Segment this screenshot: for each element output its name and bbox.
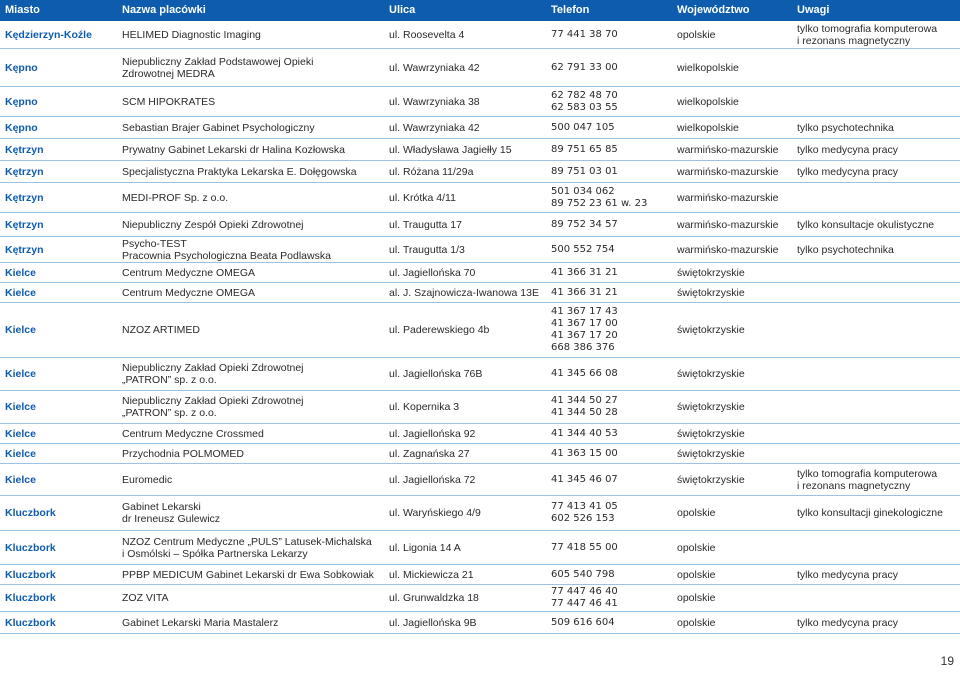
cell-line: ul. Traugutta 1/3 xyxy=(389,243,465,256)
cell-voivodeship xyxy=(677,21,792,48)
cell-notes xyxy=(797,237,957,262)
cell-notes xyxy=(797,565,957,584)
cell-street xyxy=(389,464,544,495)
cell-line: Kępno xyxy=(5,121,38,134)
cell-voivodeship xyxy=(677,444,792,463)
table-row xyxy=(0,531,960,565)
cell-line: ul. Wawrzyniaka 38 xyxy=(389,95,480,108)
table-row xyxy=(0,424,960,444)
header-city: Miasto xyxy=(5,4,40,16)
cell-street xyxy=(389,21,544,48)
cell-city xyxy=(5,213,115,236)
cell-line: 41 366 31 21 xyxy=(551,266,618,278)
cell-line: ul. Jagiellońska 70 xyxy=(389,266,476,279)
cell-phones xyxy=(551,565,671,584)
cell-city xyxy=(5,237,115,262)
cell-street xyxy=(389,391,544,423)
cell-phones xyxy=(551,391,671,423)
cell-line: HELIMED Diagnostic Imaging xyxy=(122,28,261,41)
cell-line: Kętrzyn xyxy=(5,143,44,156)
cell-line: świętokrzyskie xyxy=(677,368,745,380)
cell-line: ul. Waryńskiego 4/9 xyxy=(389,507,481,519)
cell-city xyxy=(5,496,115,530)
cell-line: Kluczbork xyxy=(5,541,56,554)
cell-line: 509 616 604 xyxy=(551,616,615,628)
cell-notes xyxy=(797,303,957,357)
cell-line: Kluczbork xyxy=(5,568,56,581)
cell-line: MEDI-PROF Sp. z o.o. xyxy=(122,191,229,204)
cell-line: ul. Grunwaldzka 18 xyxy=(389,592,479,604)
cell-line: 77 447 46 40 xyxy=(551,586,618,597)
cell-street xyxy=(389,237,544,262)
cell-street xyxy=(389,263,544,282)
cell-line: Kluczbork xyxy=(5,616,56,629)
cell-name xyxy=(122,87,382,116)
cell-line: 41 367 17 43 xyxy=(551,306,618,317)
cell-line: świętokrzyskie xyxy=(677,401,745,413)
cell-line: 62 791 33 00 xyxy=(551,61,618,73)
table-row xyxy=(0,161,960,183)
cell-city xyxy=(5,424,115,443)
cell-street xyxy=(389,117,544,138)
cell-notes xyxy=(797,117,957,138)
cell-name xyxy=(122,49,382,86)
cell-line: opolskie xyxy=(677,568,716,581)
cell-name xyxy=(122,183,382,212)
cell-voivodeship xyxy=(677,183,792,212)
cell-street xyxy=(389,183,544,212)
cell-line: 41 345 46 07 xyxy=(551,473,618,485)
cell-name xyxy=(122,21,382,48)
cell-line: Kielce xyxy=(5,401,36,413)
cell-city xyxy=(5,161,115,182)
table-row xyxy=(0,585,960,612)
cell-line: ul. Wawrzyniaka 42 xyxy=(389,61,480,74)
cell-city xyxy=(5,585,115,611)
cell-line: Specjalistyczna Praktyka Lekarska E. Dołęgowska xyxy=(122,165,357,178)
cell-notes xyxy=(797,139,957,160)
cell-name xyxy=(122,358,382,390)
header-phone: Telefon xyxy=(551,4,590,16)
cell-street xyxy=(389,424,544,443)
cell-line: 89 751 65 85 xyxy=(551,143,618,155)
cell-name xyxy=(122,283,382,302)
cell-name xyxy=(122,391,382,423)
cell-street xyxy=(389,565,544,584)
cell-line: 41 366 31 21 xyxy=(551,286,618,298)
cell-line: 41 345 66 08 xyxy=(551,368,618,379)
cell-street xyxy=(389,87,544,116)
cell-voivodeship xyxy=(677,358,792,390)
cell-name xyxy=(122,237,382,262)
cell-phones xyxy=(551,283,671,302)
cell-phones xyxy=(551,49,671,86)
cell-phones xyxy=(551,161,671,182)
table-row xyxy=(0,183,960,213)
cell-line: ul. Jagiellońska 92 xyxy=(389,427,476,440)
cell-name xyxy=(122,464,382,495)
cell-voivodeship xyxy=(677,565,792,584)
cell-line: NZOZ ARTIMED xyxy=(122,324,200,336)
cell-line: Kętrzyn xyxy=(5,243,44,256)
cell-phones xyxy=(551,87,671,116)
cell-line: ul. Roosevelta 4 xyxy=(389,28,465,41)
cell-line: ul. Jagiellońska 76B xyxy=(389,368,483,380)
cell-phones xyxy=(551,117,671,138)
cell-line: ul. Mickiewicza 21 xyxy=(389,568,474,581)
cell-line: 89 752 34 57 xyxy=(551,218,618,230)
cell-line: 77 447 46 41 xyxy=(551,598,618,609)
cell-line: ul. Ligonia 14 A xyxy=(389,541,461,554)
cell-line: ul. Władysława Jagiełły 15 xyxy=(389,143,512,156)
cell-line: al. J. Szajnowicza-Iwanowa 13E xyxy=(389,286,539,299)
cell-line: warmińsko-mazurskie xyxy=(677,243,779,256)
cell-line: świętokrzyskie xyxy=(677,447,745,460)
cell-line: tylko konsultacje okulistyczne xyxy=(797,218,935,231)
table-row xyxy=(0,496,960,531)
cell-line: i rezonans magnetyczny xyxy=(797,34,911,47)
cell-name xyxy=(122,213,382,236)
cell-line: Kielce xyxy=(5,286,36,299)
cell-city xyxy=(5,283,115,302)
cell-notes xyxy=(797,391,957,423)
cell-notes xyxy=(797,263,957,282)
table-row xyxy=(0,303,960,358)
cell-line: opolskie xyxy=(677,592,716,604)
cell-city xyxy=(5,612,115,633)
cell-voivodeship xyxy=(677,531,792,564)
table-row xyxy=(0,565,960,585)
cell-line: Kielce xyxy=(5,447,36,460)
cell-line: Kielce xyxy=(5,368,36,380)
cell-street xyxy=(389,139,544,160)
cell-street xyxy=(389,49,544,86)
cell-line: opolskie xyxy=(677,541,716,554)
cell-phones xyxy=(551,531,671,564)
cell-voivodeship xyxy=(677,117,792,138)
cell-line: Niepubliczny Zespół Opieki Zdrowotnej xyxy=(122,218,304,231)
cell-line: warmińsko-mazurskie xyxy=(677,165,779,178)
cell-notes xyxy=(797,213,957,236)
cell-name xyxy=(122,585,382,611)
cell-line: tylko psychotechnika xyxy=(797,121,894,134)
cell-name xyxy=(122,444,382,463)
cell-line: 77 413 41 05 xyxy=(551,501,618,512)
table-row xyxy=(0,139,960,161)
cell-line: i Osmólski – Spółka Partnerska Lekarzy xyxy=(122,547,308,560)
cell-notes xyxy=(797,283,957,302)
cell-line: ul. Krótka 4/11 xyxy=(389,191,456,204)
table-header xyxy=(0,0,960,21)
table-row xyxy=(0,283,960,303)
cell-line: Kętrzyn xyxy=(5,218,44,231)
cell-name xyxy=(122,263,382,282)
table-row xyxy=(0,263,960,283)
cell-line: Psycho-TEST xyxy=(122,237,187,250)
cell-notes xyxy=(797,464,957,495)
cell-voivodeship xyxy=(677,585,792,611)
cell-street xyxy=(389,283,544,302)
cell-voivodeship xyxy=(677,464,792,495)
cell-line: Niepubliczny Zakład Podstawowej Opieki xyxy=(122,55,314,68)
cell-phones xyxy=(551,496,671,530)
cell-phones xyxy=(551,21,671,48)
cell-city xyxy=(5,358,115,390)
cell-line: ul. Kopernika 3 xyxy=(389,401,460,413)
cell-street xyxy=(389,444,544,463)
cell-city xyxy=(5,303,115,357)
cell-line: 605 540 798 xyxy=(551,568,615,580)
cell-city xyxy=(5,183,115,212)
cell-line: Centrum Medyczne OMEGA xyxy=(122,266,256,279)
cell-voivodeship xyxy=(677,303,792,357)
cell-city xyxy=(5,117,115,138)
cell-notes xyxy=(797,585,957,611)
cell-street xyxy=(389,531,544,564)
cell-name xyxy=(122,565,382,584)
cell-line: 89 752 23 61 w. 23 xyxy=(551,197,648,209)
cell-line: Kępno xyxy=(5,95,38,108)
header-voivodeship: Województwo xyxy=(677,4,750,16)
cell-line: Niepubliczny Zakład Opieki Zdrowotnej xyxy=(122,395,304,407)
cell-line: Euromedic xyxy=(122,473,173,486)
cell-line: tylko medycyna pracy xyxy=(797,143,898,156)
cell-line: Kielce xyxy=(5,427,36,440)
cell-line: 77 441 38 70 xyxy=(551,28,618,40)
cell-line: wielkopolskie xyxy=(677,121,739,134)
cell-line: „PATRON” sp. z o.o. xyxy=(122,407,217,419)
cell-line: tylko medycyna pracy xyxy=(797,568,898,581)
cell-line: „PATRON” sp. z o.o. xyxy=(122,374,217,386)
cell-line: 41 344 50 27 xyxy=(551,395,618,406)
cell-line: ZOZ VITA xyxy=(122,592,169,604)
cell-line: warmińsko-mazurskie xyxy=(677,218,779,231)
cell-line: ul. Paderewskiego 4b xyxy=(389,324,490,336)
cell-notes xyxy=(797,21,957,48)
cell-line: 89 751 03 01 xyxy=(551,165,618,177)
cell-line: ul. Zagnańska 27 xyxy=(389,447,470,460)
cell-line: ul. Wawrzyniaka 42 xyxy=(389,121,480,134)
cell-notes xyxy=(797,496,957,530)
cell-street xyxy=(389,303,544,357)
cell-line: warmińsko-mazurskie xyxy=(677,191,779,204)
cell-line: Sebastian Brajer Gabinet Psychologiczny xyxy=(122,121,315,134)
header-name: Nazwa placówki xyxy=(122,4,206,16)
cell-phones xyxy=(551,424,671,443)
cell-line: 668 386 376 xyxy=(551,342,615,353)
table-row xyxy=(0,391,960,424)
cell-line: ul. Jagiellońska 9B xyxy=(389,616,477,629)
cell-city xyxy=(5,444,115,463)
cell-name xyxy=(122,117,382,138)
cell-line: 41 367 17 20 xyxy=(551,330,618,341)
cell-phones xyxy=(551,183,671,212)
cell-street xyxy=(389,585,544,611)
cell-voivodeship xyxy=(677,496,792,530)
cell-line: wielkopolskie xyxy=(677,95,739,108)
cell-line: Gabinet Lekarski Maria Mastalerz xyxy=(122,616,279,629)
table-row xyxy=(0,358,960,391)
cell-line: Centrum Medyczne Crossmed xyxy=(122,427,264,440)
cell-voivodeship xyxy=(677,391,792,423)
cell-line: Zdrowotnej MEDRA xyxy=(122,67,215,80)
cell-city xyxy=(5,531,115,564)
cell-line: świętokrzyskie xyxy=(677,324,745,336)
cell-notes xyxy=(797,531,957,564)
cell-line: 500 047 105 xyxy=(551,121,615,133)
cell-street xyxy=(389,213,544,236)
cell-line: 602 526 153 xyxy=(551,513,615,524)
cell-line: tylko medycyna pracy xyxy=(797,165,898,178)
cell-voivodeship xyxy=(677,213,792,236)
cell-line: świętokrzyskie xyxy=(677,286,745,299)
cell-line: opolskie xyxy=(677,507,716,519)
cell-line: Gabinet Lekarski xyxy=(122,501,201,513)
cell-line: SCM HIPOKRATES xyxy=(122,95,216,108)
cell-street xyxy=(389,161,544,182)
cell-line: 41 344 50 28 xyxy=(551,407,618,418)
table-row xyxy=(0,49,960,87)
cell-line: 77 418 55 00 xyxy=(551,541,618,553)
cell-city xyxy=(5,139,115,160)
cell-line: tylko tomografia komputerowa xyxy=(797,22,938,35)
cell-street xyxy=(389,496,544,530)
cell-phones xyxy=(551,303,671,357)
cell-phones xyxy=(551,358,671,390)
cell-voivodeship xyxy=(677,263,792,282)
cell-line: Kluczbork xyxy=(5,592,56,604)
table-row xyxy=(0,117,960,139)
cell-line: świętokrzyskie xyxy=(677,266,745,279)
cell-line: Prywatny Gabinet Lekarski dr Halina Kozłowska xyxy=(122,143,345,156)
cell-voivodeship xyxy=(677,237,792,262)
cell-line: tylko tomografia komputerowa xyxy=(797,467,938,480)
cell-name xyxy=(122,303,382,357)
table-row xyxy=(0,237,960,263)
cell-line: tylko psychotechnika xyxy=(797,243,894,256)
cell-voivodeship xyxy=(677,424,792,443)
cell-line: 41 344 40 53 xyxy=(551,427,618,439)
cell-line: Kielce xyxy=(5,473,36,486)
cell-line: Kętrzyn xyxy=(5,191,44,204)
cell-line: NZOZ Centrum Medyczne „PULS” Latusek-Michalska xyxy=(122,535,372,548)
table-row xyxy=(0,444,960,464)
cell-line: PPBP MEDICUM Gabinet Lekarski dr Ewa Sobkowiak xyxy=(122,568,374,581)
table-row xyxy=(0,21,960,49)
cell-line: opolskie xyxy=(677,616,716,629)
cell-city xyxy=(5,87,115,116)
cell-street xyxy=(389,358,544,390)
cell-line: warmińsko-mazurskie xyxy=(677,143,779,156)
table-row xyxy=(0,464,960,496)
cell-voivodeship xyxy=(677,161,792,182)
cell-line: Kędzierzyn-Koźle xyxy=(5,28,92,41)
cell-line: 501 034 062 xyxy=(551,185,615,197)
cell-line: dr Ireneusz Gulewicz xyxy=(122,513,221,525)
cell-line: i rezonans magnetyczny xyxy=(797,479,911,492)
cell-name xyxy=(122,531,382,564)
cell-name xyxy=(122,139,382,160)
cell-line: opolskie xyxy=(677,28,716,41)
cell-line: świętokrzyskie xyxy=(677,473,745,486)
cell-line: 41 367 17 00 xyxy=(551,318,618,329)
cell-line: Niepubliczny Zakład Opieki Zdrowotnej xyxy=(122,362,304,374)
cell-line: tylko medycyna pracy xyxy=(797,616,898,629)
cell-phones xyxy=(551,612,671,633)
cell-notes xyxy=(797,183,957,212)
cell-notes xyxy=(797,444,957,463)
cell-line: 500 552 754 xyxy=(551,243,615,255)
cell-city xyxy=(5,263,115,282)
cell-phones xyxy=(551,585,671,611)
cell-notes xyxy=(797,49,957,86)
cell-line: Kielce xyxy=(5,324,36,336)
cell-line: Przychodnia POLMOMED xyxy=(122,447,244,460)
cell-line: Kępno xyxy=(5,61,38,74)
cell-phones xyxy=(551,263,671,282)
cell-line: ul. Traugutta 17 xyxy=(389,218,462,231)
cell-line: 41 363 15 00 xyxy=(551,447,618,459)
cell-line: Kluczbork xyxy=(5,507,56,519)
cell-phones xyxy=(551,464,671,495)
cell-phones xyxy=(551,237,671,262)
cell-line: Pracownia Psychologiczna Beata Podlawska xyxy=(122,249,331,262)
cell-line: 62 583 03 55 xyxy=(551,101,618,113)
cell-notes xyxy=(797,87,957,116)
cell-notes xyxy=(797,161,957,182)
page-number: 19 xyxy=(940,654,954,668)
cell-city xyxy=(5,49,115,86)
cell-line: Kielce xyxy=(5,266,36,279)
cell-city xyxy=(5,464,115,495)
cell-line: 62 782 48 70 xyxy=(551,89,618,101)
cell-city xyxy=(5,21,115,48)
cell-name xyxy=(122,496,382,530)
cell-voivodeship xyxy=(677,139,792,160)
cell-notes xyxy=(797,358,957,390)
cell-phones xyxy=(551,139,671,160)
cell-line: Kętrzyn xyxy=(5,165,44,178)
cell-street xyxy=(389,612,544,633)
cell-line: świętokrzyskie xyxy=(677,427,745,440)
table-row xyxy=(0,612,960,634)
cell-voivodeship xyxy=(677,87,792,116)
cell-phones xyxy=(551,213,671,236)
cell-line: tylko konsultacji ginekologiczne xyxy=(797,507,943,519)
cell-line: ul. Jagiellońska 72 xyxy=(389,473,476,486)
table-row xyxy=(0,87,960,117)
table-row xyxy=(0,213,960,237)
header-notes: Uwagi xyxy=(797,4,830,16)
cell-city xyxy=(5,565,115,584)
header-street: Ulica xyxy=(389,4,416,16)
cell-voivodeship xyxy=(677,283,792,302)
cell-name xyxy=(122,424,382,443)
cell-line: ul. Różana 11/29a xyxy=(389,165,474,178)
cell-line: wielkopolskie xyxy=(677,61,739,74)
cell-notes xyxy=(797,612,957,633)
cell-phones xyxy=(551,444,671,463)
cell-name xyxy=(122,161,382,182)
cell-city xyxy=(5,391,115,423)
cell-line: Centrum Medyczne OMEGA xyxy=(122,286,256,299)
cell-notes xyxy=(797,424,957,443)
cell-name xyxy=(122,612,382,633)
cell-voivodeship xyxy=(677,612,792,633)
cell-voivodeship xyxy=(677,49,792,86)
